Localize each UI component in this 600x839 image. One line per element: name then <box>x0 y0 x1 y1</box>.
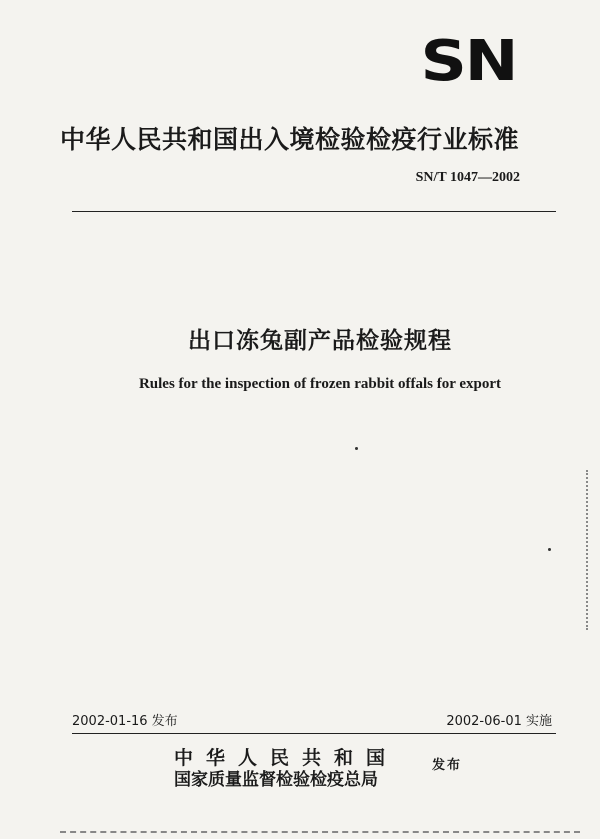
industry-standard-title: 中华人民共和国出入境检验检疫行业标准 <box>60 125 520 154</box>
implementation-date: 2002-06-01 实施 <box>446 714 552 729</box>
issuer-country: 中华人民共和国 <box>174 747 399 769</box>
scan-edge-artifact <box>60 831 580 839</box>
issue-date: 2002-01-16 发布 <box>72 714 178 729</box>
scan-speck <box>548 548 551 551</box>
scan-speck <box>355 447 358 450</box>
issue-word: 发布 <box>432 758 463 773</box>
sn-logo: SN <box>420 29 516 94</box>
document-title-chinese: 出口冻兔副产品检验规程 <box>188 328 452 354</box>
bottom-divider <box>72 733 556 734</box>
document-title-english: Rules for the inspection of frozen rabbit offals for export <box>138 376 502 392</box>
issuer-agency: 国家质量监督检验检疫总局 <box>174 770 378 790</box>
scan-artifact <box>578 470 588 630</box>
standard-number: SN/T 1047—2002 <box>415 170 520 185</box>
top-divider <box>72 211 556 212</box>
